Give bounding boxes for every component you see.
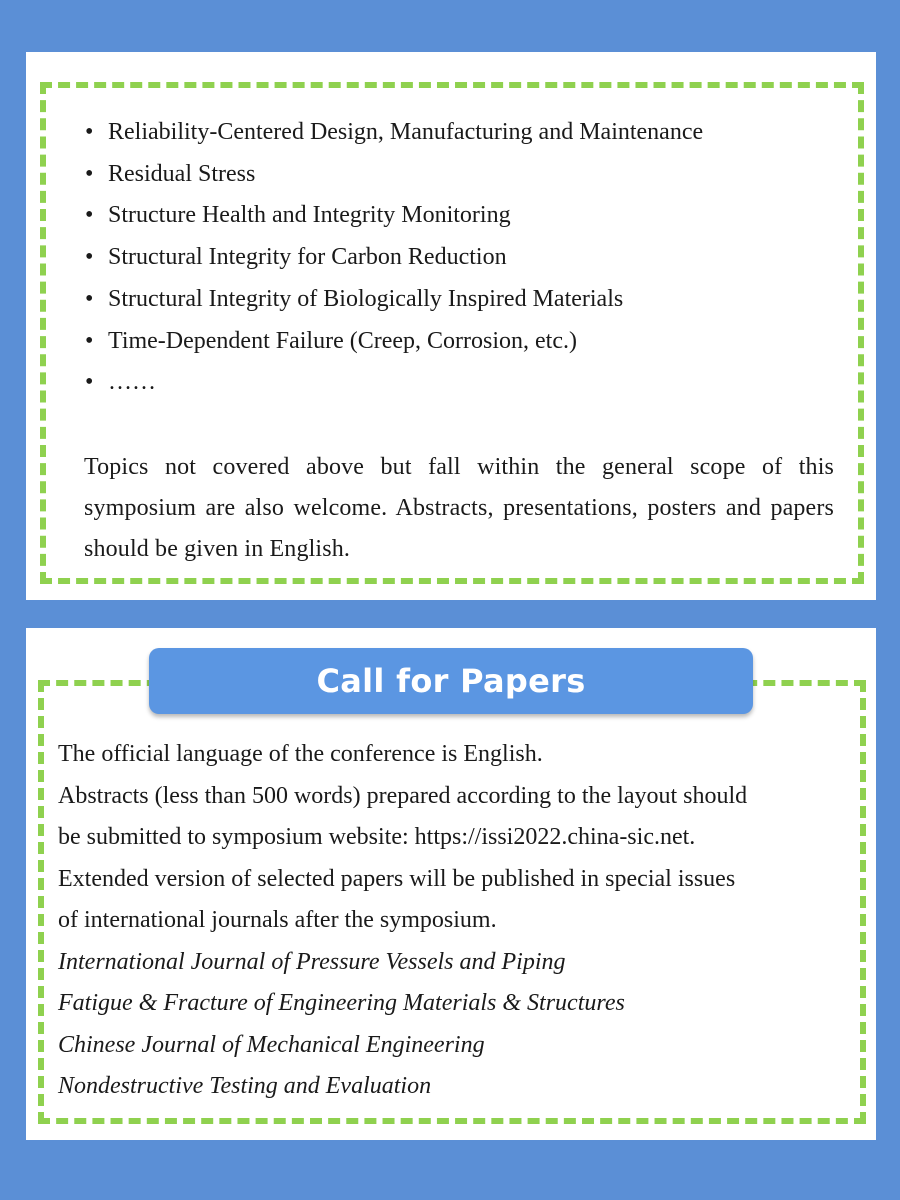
scope-paragraph: Topics not covered above but fall within the general scope of this symposium are also welcome. Abstracts, presentations, posters and papers should be given in English. xyxy=(84,454,834,562)
topic-item xyxy=(82,195,703,237)
journal-name: Fatigue & Fracture of Engineering Materials & Structures xyxy=(58,990,625,1016)
topic-label: Reliability-Centered Design, Manufacturing and Maintenance xyxy=(108,119,704,145)
topics-card xyxy=(26,52,876,600)
topic-list xyxy=(82,112,703,404)
section-header xyxy=(149,648,753,714)
topic-item xyxy=(82,362,703,404)
topic-item xyxy=(82,112,703,154)
topic-label: Time-Dependent Failure (Creep, Corrosion, etc.) xyxy=(108,327,577,354)
bullet-icon: • xyxy=(85,160,94,187)
cfp-text-line: of international journals after the symposium. xyxy=(58,907,497,933)
journal-name: Nondestructive Testing and Evaluation xyxy=(58,1073,432,1099)
topic-label: Structural Integrity of Biologically Inspired Materials xyxy=(108,285,624,312)
topic-label: …… xyxy=(108,369,156,396)
cfp-text-line: Extended version of selected papers will be published in special issues xyxy=(58,865,736,892)
cfp-text-line: be submitted to symposium website: https://issi2022.china-sic.net. xyxy=(58,824,696,850)
journal-name: Chinese Journal of Mechanical Engineering xyxy=(58,1031,485,1058)
cfp-body xyxy=(58,734,848,1108)
bullet-icon: • xyxy=(85,285,94,312)
bullet-icon: • xyxy=(85,327,94,354)
bullet-icon: • xyxy=(85,244,94,271)
topic-item xyxy=(82,321,703,363)
bullet-icon: • xyxy=(85,369,94,396)
bullet-icon: • xyxy=(85,119,94,145)
topic-item xyxy=(82,154,703,196)
topic-label: Structure Health and Integrity Monitoring xyxy=(108,202,511,229)
journal-name: International Journal of Pressure Vessels and Piping xyxy=(58,948,566,975)
topic-label: Residual Stress xyxy=(108,160,256,187)
cfp-text-line: The official language of the conference is English. xyxy=(58,741,543,767)
section-title: Call for Papers xyxy=(316,662,586,700)
topic-item xyxy=(82,279,703,321)
cfp-text-line: Abstracts (less than 500 words) prepared according to the layout should xyxy=(58,782,748,809)
bullet-icon: • xyxy=(85,202,94,229)
topic-label: Structural Integrity for Carbon Reduction xyxy=(108,244,507,271)
call-for-papers-card xyxy=(26,628,876,1140)
topic-item xyxy=(82,237,703,279)
